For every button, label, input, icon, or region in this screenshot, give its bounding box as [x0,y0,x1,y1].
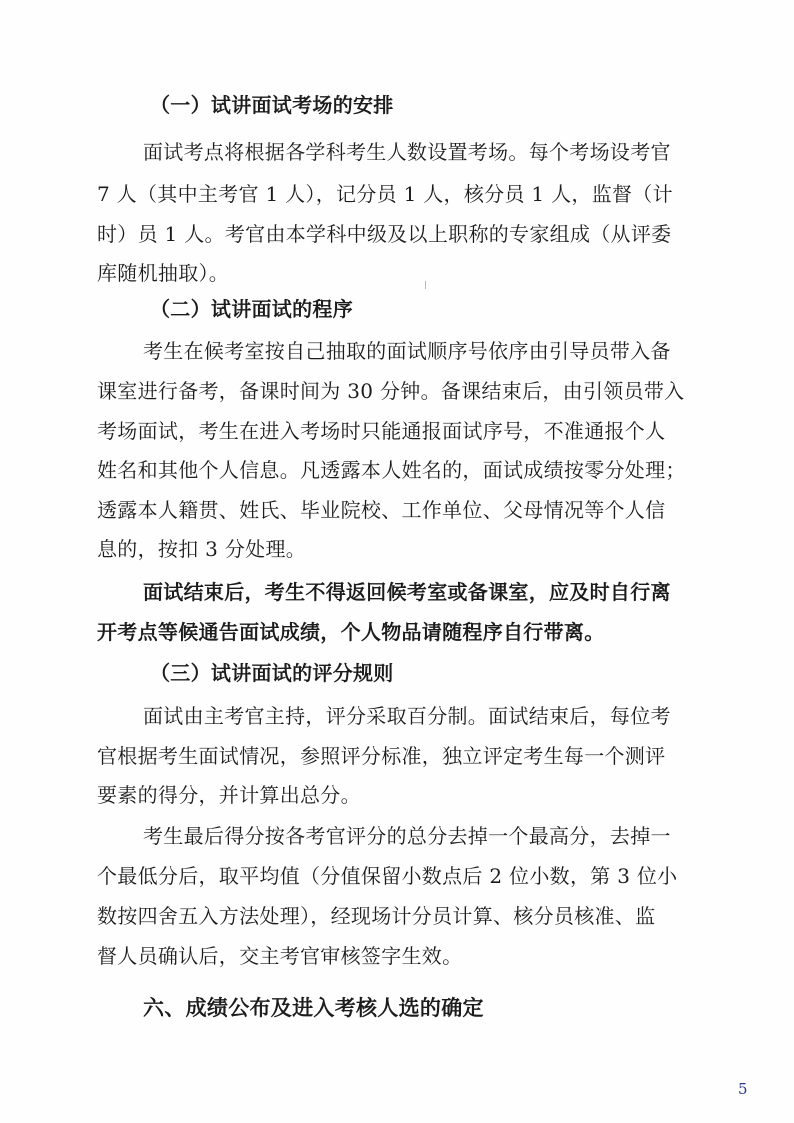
paragraph-line: 姓名和其他个人信息。凡透露本人姓名的，面试成绩按零分处理； [97,458,686,482]
subsection-heading-2: （二）试讲面试的程序 [150,297,353,321]
paragraph-line: 数按四舍五入方法处理），经现场计分员计算、核分员核准、监 [97,904,656,928]
paragraph-line: 透露本人籍贯、姓氏、毕业院校、工作单位、父母情况等个人信 [97,498,666,522]
subsection-heading-3: （三）试讲面试的评分规则 [150,661,394,685]
bold-paragraph-line: 面试结束后，考生不得返回候考室或备课室，应及时自行离 [143,580,671,604]
paragraph-line: 考场面试，考生在进入考场时只能通报面试序号，不准通报个人 [97,419,666,443]
page-number: 5 [738,1080,748,1098]
paragraph-line: 个最低分后，取平均值（分值保留小数点后 2 位小数，第 3 位小 [97,864,678,888]
paragraph-line: 面试由主考官主持，评分采取百分制。面试结束后，每位考 [143,704,671,728]
paragraph-line: 时）员 1 人。考官由本学科中级及以上职称的专家组成（从评委 [97,222,672,246]
paragraph-line: 面试考点将根据各学科考生人数设置考场。每个考场设考官 [143,140,671,164]
paragraph-line: 要素的得分，并计算出总分。 [97,783,361,807]
paragraph-line: 7 人（其中主考官 1 人），记分员 1 人，核分员 1 人，监督（计 [97,182,673,206]
stray-mark [425,281,426,289]
subsection-heading-1: （一）试讲面试考场的安排 [150,93,394,117]
paragraph-line: 督人员确认后，交主考官审核签字生效。 [97,944,463,968]
paragraph-line: 息的，按扣 3 分处理。 [97,537,307,561]
section-heading-6: 六、成绩公布及进入考核人选的确定 [143,996,484,1020]
paragraph-line: 课室进行备考，备课时间为 30 分钟。备课结束后，由引领员带入 [97,379,685,403]
bold-paragraph-line: 开考点等候通告面试成绩，个人物品请随程序自行带离。 [97,620,605,644]
paragraph-line: 库随机抽取）。 [97,261,230,285]
paragraph-line: 官根据考生面试情况，参照评分标准，独立评定考生每一个测评 [97,744,666,768]
paragraph-line: 考生最后得分按各考官评分的总分去掉一个最高分，去掉一 [143,824,671,848]
paragraph-line: 考生在候考室按自己抽取的面试顺序号依序由引导员带入备 [143,339,671,363]
